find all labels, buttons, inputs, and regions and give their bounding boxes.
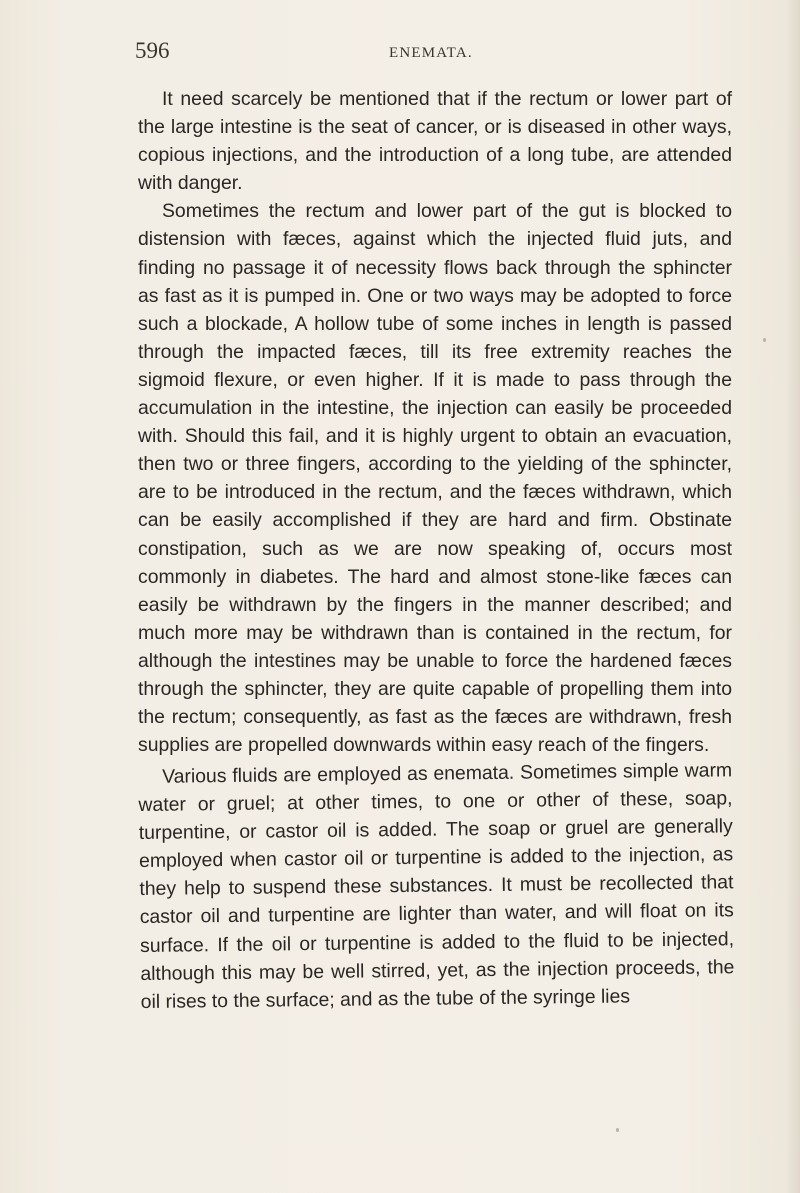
page-number: 596 [135,38,170,63]
paragraph-cancer-warning: It need scarcely be mentioned that if the rectum or lower part of the large intestine is the seat of cancer, or is diseased in other ways, copious injections, and the introduction of a long tube, are attended with danger. [138,88,732,195]
paragraph-enemata-fluids: Various fluids are employed as enemata. Sometimes simple warm water or gruel; at other times, to one or other of these, soap, turpentine, or castor oil is added. The soap or gruel are generally employed when castor oil or turpentine is added to the injection, as they help to suspend these substances. It must be recollected that castor oil and turpentine are lighter than water, and will float on its surface. If the oil or turpentine is added to the fluid to be injected, although this may be well stirred, yet, as the injection proceeds, the oil rises to the surface; and as the tube of the syringe lies [138,759,735,1013]
paper-speck [763,338,766,342]
page-header [135,38,755,70]
paper-speck [616,1128,619,1132]
page-edge-shadow [786,0,800,1193]
paragraph-blocked-rectum: Sometimes the rectum and lower part of the gut is blocked to distension with fæces, against which the injected fluid juts, and finding no passage it of necessity flows back through the sphincter as fast as it is pumped in. One or two ways may be adopted to force such a blockade, A hollow tube of some inches in length is passed through the impacted fæces, till its free extremity reaches the sigmoid flexure, or even higher. If it is made to pass through the accumulation in the intestine, the injection can easily be proceeded with. Should this fail, and it is highly urgent to obtain an evacuation, then two or three fingers, according to the yielding of the sphincter, are to be introduced in the rectum, and the fæces withdrawn, which can be easily accomplished if they are hard and firm. Obstinate constipation, such as we are now speaking of, occurs most commonly in diabetes. The hard and almost stone-like fæces can easily be withdrawn by the fingers in the manner described; and much more may be withdrawn than is contained in the rectum, for although the intestines may be unable to force the hardened fæces through the sphincter, they are quite capable of propelling them into the rectum; consequently, as fast as the fæces are withdrawn, fresh supplies are propelled downwards within easy reach of the fingers. [138,200,732,757]
running-title: ENEMATA. [389,45,473,61]
body-text [138,85,735,1016]
